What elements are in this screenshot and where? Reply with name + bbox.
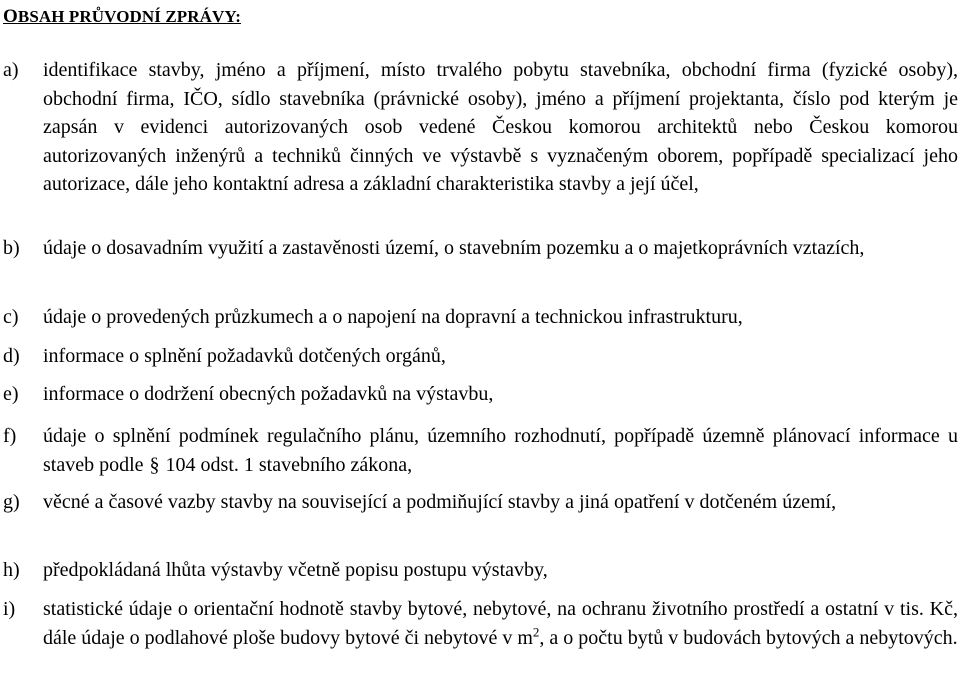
list-item-text: informace o splnění požadavků dotčených orgánů, bbox=[43, 345, 446, 367]
list-item-f bbox=[3, 422, 958, 479]
page-title bbox=[3, 6, 241, 28]
page-title-initial: O bbox=[3, 6, 18, 27]
page-title-rest: BSAH PRŮVODNÍ ZPRÁVY: bbox=[17, 7, 241, 26]
list-marker: h) bbox=[3, 559, 20, 581]
list-item-text-part: statistické údaje o orientační hodnotě stavby bytové, nebytové, na ochranu životního prostředí a ostatní v tis. Kč, dále údaje o podlahové ploše budovy bytové či nebytové v m bbox=[43, 598, 958, 649]
superscript: 2 bbox=[532, 623, 540, 639]
list-marker: d) bbox=[3, 345, 20, 367]
list-item-text-part: údaje o splnění podmínek regulačního plánu, územního rozhodnutí, popřípadě územně plánovací informace u staveb podle bbox=[43, 425, 958, 476]
list-item-text bbox=[43, 422, 958, 479]
list-item-text: údaje o provedených průzkumech a o napojení na dopravní a technickou infrastrukturu, bbox=[43, 306, 743, 328]
list-marker: f) bbox=[3, 425, 17, 447]
list-item-text-part: , a o počtu bytů v budovách bytových a nebytových. bbox=[539, 626, 958, 649]
list-marker: e) bbox=[3, 383, 19, 405]
list-item-e bbox=[3, 380, 958, 409]
list-marker: c) bbox=[3, 306, 19, 328]
list-marker: g) bbox=[3, 491, 20, 513]
section-sign: § bbox=[149, 453, 160, 476]
list-item-text: věcné a časové vazby stavby na související a podmiňující stavby a jiná opatření v dotčeném území, bbox=[43, 491, 837, 513]
list-item-g bbox=[3, 488, 958, 517]
list-marker: b) bbox=[3, 237, 20, 259]
list-item-i bbox=[3, 595, 958, 652]
list-item-text: informace o dodržení obecných požadavků na výstavbu, bbox=[43, 383, 494, 405]
list-item-d bbox=[3, 342, 958, 371]
list-item-text-part: 104 odst. 1 stavebního zákona, bbox=[165, 453, 413, 476]
list-item-text: údaje o dosavadním využití a zastavěnosti území, o stavebním pozemku a o majetkoprávních vztazích, bbox=[43, 237, 865, 259]
list-item-a bbox=[3, 56, 958, 199]
list-item-text: předpokládaná lhůta výstavby včetně popisu postupu výstavby, bbox=[43, 559, 548, 581]
list-item-b bbox=[3, 234, 958, 263]
list-marker: a) bbox=[3, 59, 19, 81]
list-marker: i) bbox=[3, 598, 16, 620]
list-item-text: identifikace stavby, jméno a příjmení, místo trvalého pobytu stavebníka, obchodní firma (fyzické osoby), obchodní firma, IČO, sídlo stavebníka (právnické osoby), jméno a příjmení projektanta, číslo pod kterým je zapsán v evidenci autorizovaných osob vedené Českou komorou architektů nebo Českou komorou autorizovaných inženýrů a techniků činných ve výstavbě s vyznačeným oborem, popřípadě specializací jeho autorizace, dále jeho kontaktní adresa a základní charakteristika stavby a její účel, bbox=[43, 59, 958, 195]
list-item-h bbox=[3, 556, 958, 585]
list-item-text bbox=[43, 595, 958, 652]
list-item-c bbox=[3, 303, 958, 332]
